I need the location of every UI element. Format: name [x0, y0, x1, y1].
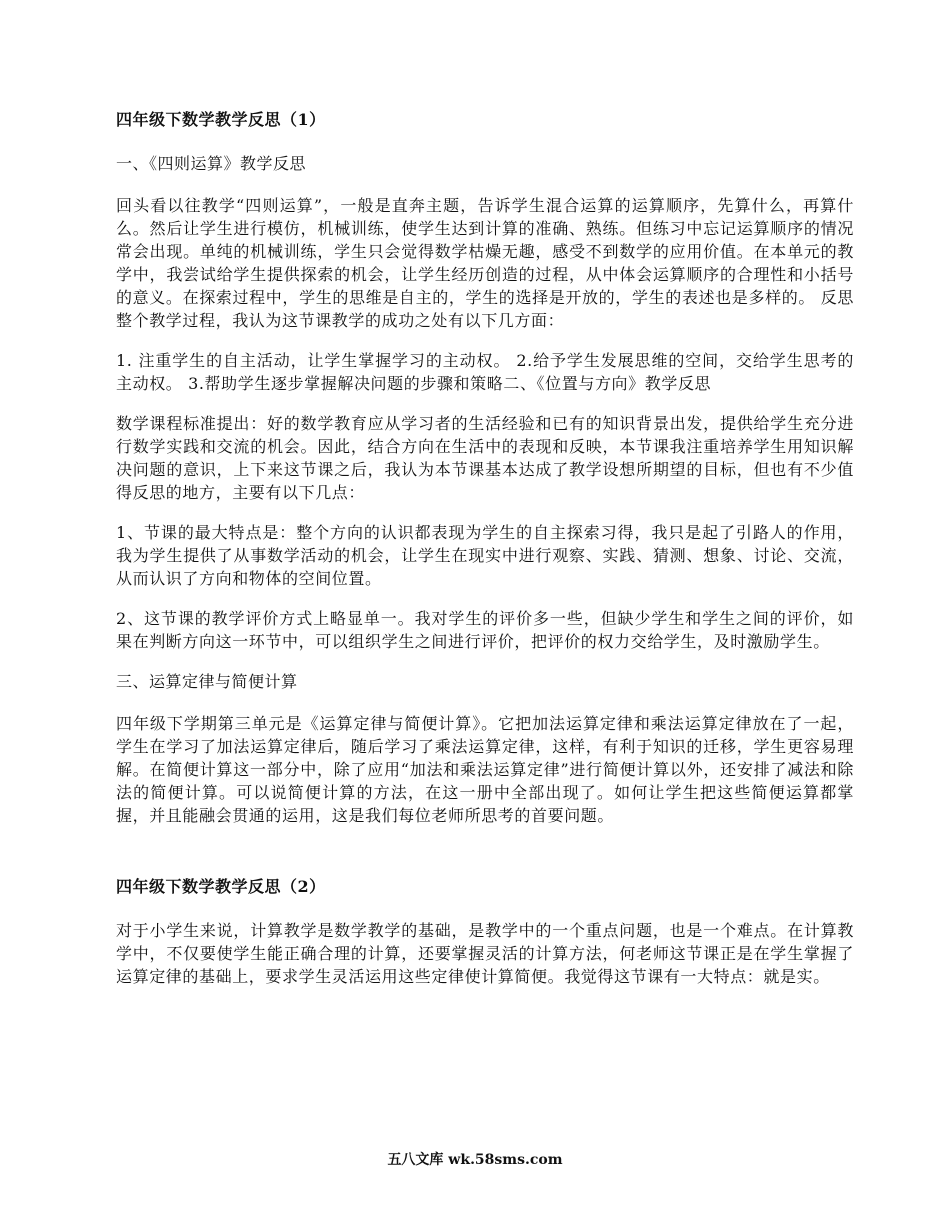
section1-heading-arithmetic: 一、《四则运算》教学反思 [116, 154, 307, 173]
section1-paragraph-6: 四年级下学期第三单元是《运算定律与简便计算》。它把加法运算定律和乘法运算定律放在了一起，学生在学习了加法运算定律后，随后学习了乘法运算定律，这样，有利于知识的迁移，学生更容易理解。在简便计算这一部分中，除了应用“加法和乘法运算定律”进行简便计算以外，还安排了减法和除法的简便计算。可以说简便计算的方法，在这一册中全部出现了。如何让学生把这些简便运算都掌握，并且能融会贯通的运用，这是我们每位老师所思考的首要问题。 [116, 714, 854, 825]
section1-paragraph-4: 1、节课的最大特点是：整个方向的认识都表现为学生的自主探索习得，我只是起了引路人的作用，我为学生提供了从事数学活动的机会，让学生在现实中进行观察、实践、猜测、想象、讨论、交流，从而认识了方向和物体的空间位置。 [116, 523, 854, 588]
section2-paragraph-1: 对于小学生来说，计算教学是数学教学的基础，是教学中的一个重点问题，也是一个难点。在计算教学中，不仅要使学生能正确合理的计算，还要掌握灵活的计算方法，何老师这节课正是在学生掌握了运算定律的基础上，要求学生灵活运用这些定律使计算简便。我觉得这节课有一大特点：就是实。 [116, 921, 854, 986]
section1-heading-laws: 三、运算定律与简便计算 [116, 672, 298, 691]
footer-watermark: 五八文库 wk.58sms.com [387, 1152, 563, 1168]
section1-title: 四年级下数学教学反思（1） [116, 110, 326, 129]
section1-paragraph-3: 数学课程标准提出：好的数学教育应从学习者的生活经验和已有的知识背景出发，提供给学生充分进行数学实践和交流的机会。因此，结合方向在生活中的表现和反映，本节课我注重培养学生用知识解决问题的意识，上下来这节课之后，我认为本节课基本达成了教学设想所期望的目标，但也有不少值得反思的地方，主要有以下几点： [116, 414, 854, 502]
section1-paragraph-1: 回头看以往教学“四则运算”，一般是直奔主题，告诉学生混合运算的运算顺序，先算什么，再算什么。然后让学生进行模仿，机械训练，使学生达到计算的准确、熟练。但练习中忘记运算顺序的情况常会出现。单纯的机械训练，学生只会觉得数学枯燥无趣，感受不到数学的应用价值。在本单元的教学中，我尝试给学生提供探索的机会，让学生经历创造的过程，从中体会运算顺序的合理性和小括号的意义。在探索过程中，学生的思维是自主的，学生的选择是开放的，学生的表述也是多样的。 反思整个教学过程，我认为这节课教学的成功之处有以下几方面： [116, 196, 854, 330]
section1-paragraph-5: 2、这节课的教学评价方式上略显单一。我对学生的评价多一些，但缺少学生和学生之间的评价，如果在判断方向这一环节中，可以组织学生之间进行评价，把评价的权力交给学生，及时激励学生。 [116, 609, 854, 651]
document-body [116, 108, 854, 1005]
section1-paragraph-2: 1. 注重学生的自主活动，让学生掌握学习的主动权。 2.给予学生发展思维的空间，交给学生思考的主动权。 3.帮助学生逐步掌握解决问题的步骤和策略二、《位置与方向》教学反思 [116, 351, 854, 393]
section2-title: 四年级下数学教学反思（2） [116, 877, 326, 896]
